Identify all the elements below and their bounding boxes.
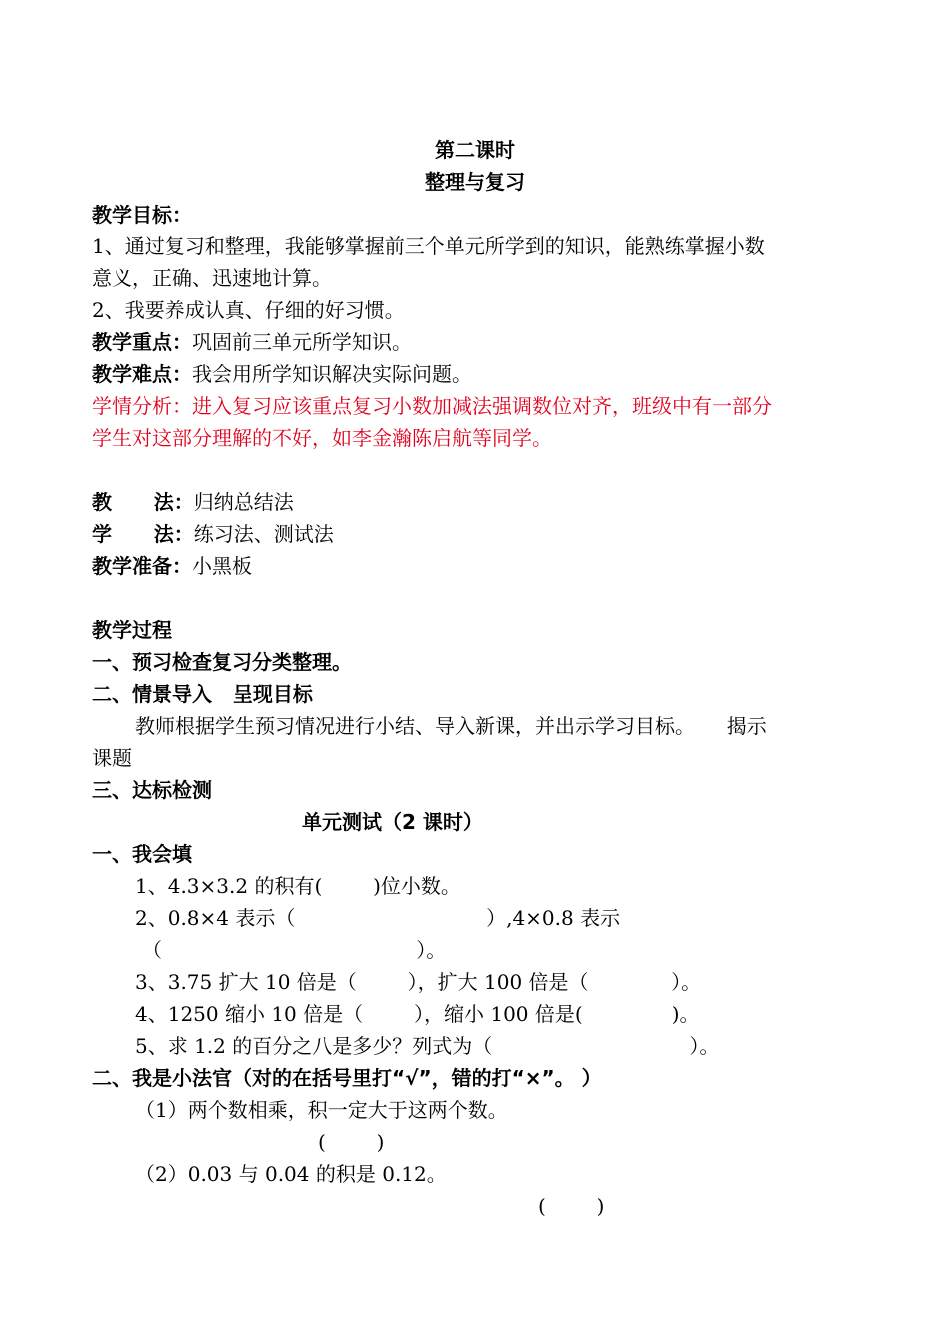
step-3: 三、达标检测 [92, 778, 212, 802]
step-2-text-line-1: 教师根据学生预习情况进行小结、导入新课，并出示学习目标。 揭示 [135, 714, 767, 738]
teaching-method-text: 归纳总结法 [193, 490, 294, 514]
judge-2-answer-box: ( ) [538, 1194, 605, 1218]
judge-2: （2）0.03 与 0.04 的积是 0.12。 [135, 1162, 447, 1186]
objective-2: 2、我要养成认真、仔细的好习惯。 [92, 298, 405, 322]
step-2-text-line-2: 课题 [92, 746, 132, 770]
question-2-line-1: 2、0.8×4 表示（ ）,4×0.8 表示 [135, 906, 621, 930]
question-1: 1、4.3×3.2 的积有( )位小数。 [135, 874, 461, 898]
step-1: 一、预习检查复习分类整理。 [92, 650, 352, 674]
analysis-line-2: 学生对这部分理解的不好，如李金瀚陈启航等同学。 [92, 426, 552, 450]
objective-1-line-2: 意义，正确、迅速地计算。 [92, 266, 332, 290]
question-5: 5、求 1.2 的百分之八是多少？列式为（ ）。 [135, 1034, 720, 1058]
question-2-line-2: （ ）。 [142, 938, 447, 962]
preparation-text: 小黑板 [192, 554, 252, 578]
objectives-label: 教学目标： [92, 203, 192, 227]
judge-1: （1）两个数相乘，积一定大于这两个数。 [135, 1098, 508, 1122]
difficulty [92, 360, 472, 388]
study-method-text: 练习法、测试法 [193, 522, 334, 546]
key-point-label: 教学重点： [92, 330, 192, 354]
difficulty-label: 教学难点： [92, 362, 192, 386]
teaching-method [92, 488, 294, 516]
analysis-line-1: 学情分析：进入复习应该重点复习小数加减法强调数位对齐，班级中有一部分 [92, 394, 772, 418]
part-1-heading: 一、我会填 [92, 842, 192, 866]
key-point [92, 328, 412, 356]
judge-1-answer-box: ( ) [318, 1130, 385, 1154]
page-subtitle: 整理与复习 [425, 170, 525, 194]
page-title: 第二课时 [435, 138, 515, 162]
preparation [92, 552, 252, 580]
preparation-label: 教学准备： [92, 554, 192, 578]
key-point-text: 巩固前三单元所学知识。 [192, 330, 412, 354]
process-heading: 教学过程 [92, 618, 172, 642]
objective-1-line-1: 1、通过复习和整理，我能够掌握前三个单元所学到的知识，能熟练掌握小数 [92, 234, 765, 258]
study-method-label: 学 法： [92, 522, 194, 546]
step-2: 二、情景导入 呈现目标 [92, 682, 313, 706]
question-4: 4、1250 缩小 10 倍是（ ），缩小 100 倍是( )。 [135, 1002, 700, 1026]
difficulty-text: 我会用所学知识解决实际问题。 [192, 362, 472, 386]
question-3: 3、3.75 扩大 10 倍是（ ），扩大 100 倍是（ ）。 [135, 970, 702, 994]
teaching-method-label: 教 法： [92, 490, 194, 514]
study-method [92, 520, 334, 548]
part-2-heading: 二、我是小法官（对的在括号里打“√”，错的打“×”。 ） [92, 1066, 602, 1090]
test-title: 单元测试（2 课时） [302, 810, 483, 834]
